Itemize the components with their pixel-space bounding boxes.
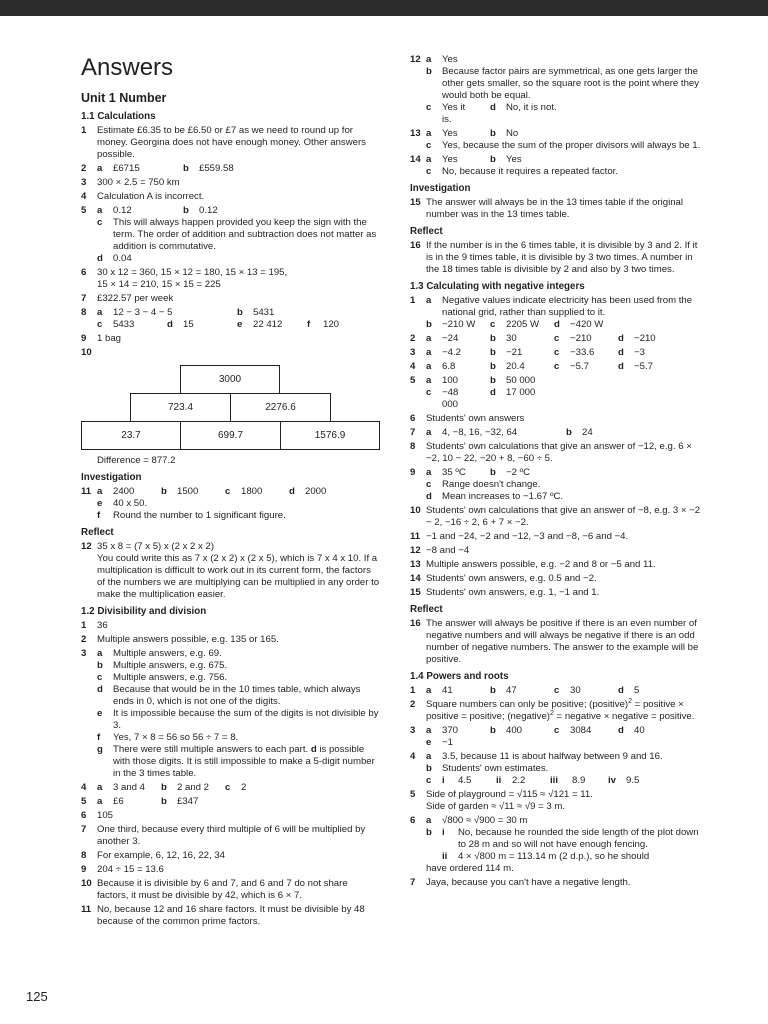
answer-1-2-7: 7 One third, because every third multiple of 6 will be multiplied by another 3. <box>81 824 366 847</box>
answer-1-1-10: 10 <box>81 347 92 358</box>
answer-1-3-16: 16 The answer will always be positive if there is an even number of negative numbers and will always be negative if there is an odd number of negative numbers. The answer to the example will be positive. <box>410 618 699 665</box>
answer-1-2-6: 6 105 <box>81 810 114 821</box>
answer-1-3-2: 2 a −24 b 30 c −210 d −210 <box>410 333 656 344</box>
answer-1-1-1: 1 Estimate £6.35 to be £6.50 or £7 as we need to round up for money. Georgina does not have enough money. Other answers possible. <box>81 125 366 160</box>
answer-1-4-2: 2 Square numbers can only be positive; (positive)$^2$ = positive × positive = positive; (negative)$^2$ = negative × negative = positive. <box>410 697 695 722</box>
answer-1-1-11: 11 a 2400 b 1500 c 1800 d 2000 e 40 x 50. f Round the number to 1 significant figure. <box>81 486 327 521</box>
answer-1-2-16: 16 If the number is in the 6 times table, it is divisible by 3 and 2. If it is in the 9 times table, it is divisible by 3 two times. A number in the 18 times table is divisible by 2 and also by 3 two times. <box>410 240 698 275</box>
answer-1-2-12: 12 a Yes b Because factor pairs are symmetrical, as one gets larger the other gets smaller, so the square root is the point where they would both be equal. c Yes it is. d No, it is not. <box>410 54 700 125</box>
right-column <box>410 54 702 891</box>
pyramid-difference: Difference = 877.2 <box>97 455 176 466</box>
answer-1-3-15: 15 Students' own answers, e.g. 1, −1 and 1. <box>410 587 600 598</box>
answer-1-1-8: 8 a 12 − 3 − 4 − 5 b 5431 c 5433 d 15 e 22 412 f 120 <box>81 307 340 330</box>
answer-1-1-7: 7 £322.57 per week <box>81 293 174 304</box>
reflect-heading-1-1: Reflect <box>81 527 114 538</box>
investigation-heading-1-2: Investigation <box>410 183 471 194</box>
number-pyramid <box>81 365 381 451</box>
answer-1-4-4: 4 a 3.5, because 11 is about halfway between 9 and 16. b Students' own estimates. c i 4.5 ii 2.2 iii 8.9 iv 9.5 <box>410 751 663 786</box>
section-heading-1-3: 1.3 Calculating with negative integers <box>410 281 585 292</box>
answer-1-3-7: 7 a 4, −8, 16, −32, 64 b 24 <box>410 427 593 438</box>
pyramid-cell-bottom-middle: 699.7 <box>180 421 281 450</box>
pyramid-cell-bottom-left: 23.7 <box>81 421 181 450</box>
answer-1-3-11: 11 −1 and −24, −2 and −12, −3 and −8, −6 and −4. <box>410 531 629 542</box>
investigation-heading-1-1: Investigation <box>81 472 142 483</box>
answer-1-1-6: 6 30 x 12 = 360, 15 × 12 = 180, 15 × 13 = 195, 15 × 14 = 210, 15 × 15 = 225 <box>81 267 288 290</box>
answer-1-4-3: 3 a 370 b 400 c 3084 d 40 e −1 <box>410 725 645 748</box>
answer-1-3-4: 4 a 6.8 b 20.4 c −5.7 d −5.7 <box>410 361 653 372</box>
unit-heading: Unit 1 Number <box>81 91 167 105</box>
pyramid-cell-top: 3000 <box>180 365 280 394</box>
answer-1-2-15: 15 The answer will always be in the 13 times table if the original number was in the 13 times table. <box>410 197 684 220</box>
answer-1-1-9: 9 1 bag <box>81 333 122 344</box>
answer-1-2-1: 1 36 <box>81 620 108 631</box>
answer-1-2-13: 13 a Yes b No c Yes, because the sum of the proper divisors will always be 1. <box>410 128 701 151</box>
answer-1-3-14: 14 Students' own answers, e.g. 0.5 and −2. <box>410 573 597 584</box>
top-bar <box>0 0 768 16</box>
answer-1-1-12: 12 35 x 8 = (7 x 5) x (2 x 2 x 2) You could write this as 7 x (2 x 2) x (2 x 5), which is 7 x 4 x 10. If a multiplication is difficult to work out in its current form, the factors of the numbers we are multiplying can be multiplied in any order to make the multiplication easier. <box>81 541 380 600</box>
answer-1-2-8: 8 For example, 6, 12, 16, 22, 34 <box>81 850 225 861</box>
answer-1-2-3: 3 a Multiple answers, e.g. 69. b Multiple answers, e.g. 675. c Multiple answers, e.g. 756. d Because that would be in the 10 times table, which always ends in 0, which is not one of the digits. e It is impossible because the sum of the digits is not divisible by 3. f Yes, 7 × 8 = 56 so 56 ÷ 7 = 8. g There were still multiple answers to each part. d is possible with those digits. It is still impossible to make a 5-digit number in the 3 times table. <box>81 648 379 779</box>
answer-1-4-5: 5 Side of playground = √115 ≈ √121 = 11. Side of garden ≈ √11 ≈ √9 = 3 m. <box>410 789 593 812</box>
pyramid-cell-mid-left: 723.4 <box>130 393 231 422</box>
page-title: Answers <box>81 54 174 81</box>
answer-1-4-7: 7 Jaya, because you can't have a negative length. <box>410 877 631 888</box>
answer-1-3-9: 9 a 35 ºC b −2 ºC c Range doesn't change. d Mean increases to −1.67 ºC. <box>410 467 564 502</box>
answer-1-1-3: 3 300 × 2.5 = 750 km <box>81 177 180 188</box>
section-heading-1-1: 1.1 Calculations <box>81 111 156 122</box>
left-column <box>81 54 381 930</box>
answer-1-3-1: 1 a Negative values indicate electricity has been used from the national grid, rather than supplied to it. b −210 W c 2205 W d −420 W <box>410 295 693 330</box>
section-heading-1-4: 1.4 Powers and roots <box>410 671 509 682</box>
section-heading-1-2: 1.2 Divisibility and division <box>81 606 207 617</box>
answer-1-3-10: 10 Students' own calculations that give an answer of −8, e.g. 3 × −2 − 2, −16 ÷ 2, 6 + 7 × −2. <box>410 505 701 528</box>
pyramid-cell-mid-right: 2276.6 <box>230 393 331 422</box>
page-number: 125 <box>26 989 48 1004</box>
answer-1-3-5: 5 a 100 b 50 000 c −48 000 d 17 000 <box>410 375 536 410</box>
answer-1-2-10: 10 Because it is divisible by 6 and 7, and 6 and 7 do not share factors, it must be divisible by 42, which is 6 × 7. <box>81 878 348 901</box>
answer-1-2-2: 2 Multiple answers possible, e.g. 135 or 165. <box>81 634 279 645</box>
answer-1-2-11: 11 No, because 12 and 16 share factors. It must be divisible by 48 because of the common prime factors. <box>81 904 365 927</box>
answer-1-1-4: 4 Calculation A is incorrect. <box>81 191 205 202</box>
answer-1-4-6: 6 a √800 ≈ √900 = 30 m b i No, because he rounded the side length of the plot down to 28 m and so will not have enough fencing. ii 4 × √800 m = 113.14 m (2 d.p.), so he should have ordered 114 m. <box>410 815 699 874</box>
answer-1-2-14: 14 a Yes b Yes c No, because it requires a repeated factor. <box>410 154 618 177</box>
pyramid-cell-bottom-right: 1576.9 <box>280 421 380 450</box>
answer-1-2-4: 4 a 3 and 4 b 2 and 2 c 2 <box>81 782 247 793</box>
reflect-heading-1-2: Reflect <box>410 226 443 237</box>
answer-1-3-8: 8 Students' own calculations that give an answer of −12, e.g. 6 × −2, 10 − 22, −20 + 8, −60 ÷ 5. <box>410 441 692 464</box>
answer-1-3-6: 6 Students' own answers <box>410 413 525 424</box>
answer-1-3-12: 12 −8 and −4 <box>410 545 470 556</box>
answer-1-2-9: 9 204 ÷ 15 = 13.6 <box>81 864 164 875</box>
reflect-heading-1-3: Reflect <box>410 604 443 615</box>
answer-1-1-2: 2 a £6715 b £559.58 <box>81 163 234 174</box>
answer-1-3-13: 13 Multiple answers possible, e.g. −2 and 8 or −5 and 11. <box>410 559 656 570</box>
answer-1-3-3: 3 a −4.2 b −21 c −33.6 d −3 <box>410 347 645 358</box>
answer-1-4-1: 1 a 41 b 47 c 30 d 5 <box>410 685 640 696</box>
answer-1-1-5: 5 a 0.12 b 0.12 c This will always happen provided you keep the sign with the term. The order of addition and subtraction does not matter as addition is commutative. d 0.04 <box>81 205 377 264</box>
answer-1-2-5: 5 a £6 b £347 <box>81 796 199 807</box>
